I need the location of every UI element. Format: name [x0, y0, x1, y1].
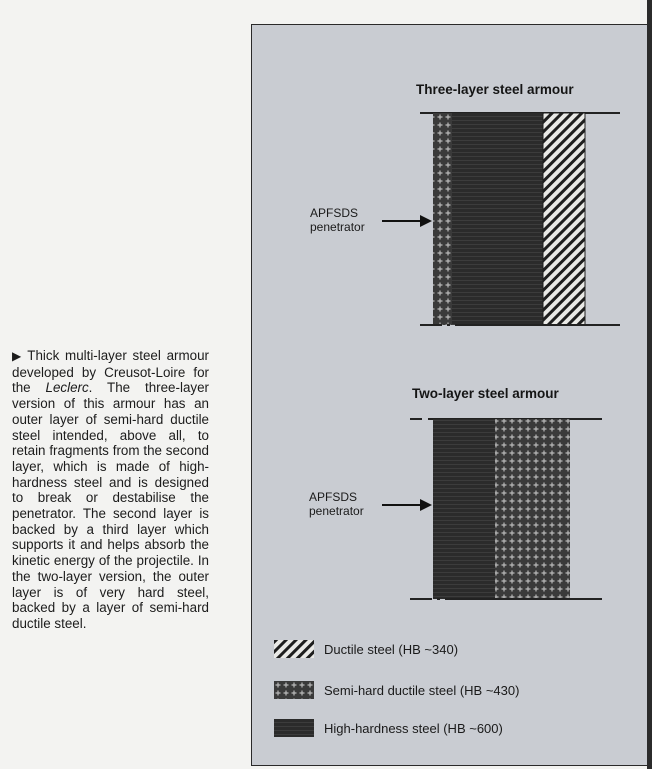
legend-item-semi-hard: [274, 679, 519, 701]
two-layer-title: Two-layer steel armour: [412, 386, 559, 401]
three-layer-penetrator-label: [310, 206, 365, 234]
three-layer-penetrator-line1: APFSDS: [310, 206, 359, 220]
caption-arrow-icon: ▶: [12, 349, 24, 363]
two-layer-penetrator-line2: penetrator: [309, 504, 364, 518]
page-edge-shadow: [647, 0, 652, 769]
armour-diagram-panel: [251, 24, 649, 766]
high-hardness-swatch-icon: [274, 719, 314, 737]
legend-label-high-hardness: High-hardness steel (HB ~600): [324, 720, 503, 736]
three-layer-armour-block: [420, 113, 620, 325]
semi-hard-swatch-icon: [274, 681, 314, 699]
two-layer-high-hardness-outer: [433, 419, 495, 599]
caption-text-start: Thick multi-layer steel armour developed by Creusot-Loire for the: [12, 348, 210, 396]
legend-item-high-hardness: [274, 717, 503, 739]
two-layer-armour-block: [410, 419, 602, 599]
three-layer-ductile-backing: [543, 113, 585, 325]
two-layer-penetrator-label: [309, 490, 364, 518]
three-layer-penetrator-arrow: [382, 215, 432, 227]
two-layer-penetrator-arrow: [382, 499, 432, 511]
legend-item-ductile: [274, 638, 458, 660]
legend-label-semi-hard: Semi-hard ductile steel (HB ~430): [324, 682, 520, 698]
ductile-swatch-icon: [274, 640, 314, 658]
caption-text-end: . The three-layer version of this armour has an outer layer of semi-hard ductile steel intended, above all, to retain fragments from the second layer, which is made of high-hardness steel and is designed to break or destabilise the penetrator. The second layer is backed by a third layer which supports it and helps absorb the kinetic energy of the projectile. In the two-layer version, the outer layer is of very hard steel, backed by a layer of semi-hard ductile steel.: [12, 380, 209, 631]
two-layer-penetrator-line1: APFSDS: [309, 490, 358, 504]
caption-italic-leclerc: Leclerc: [45, 380, 89, 396]
two-layer-semi-hard-backing: [495, 419, 570, 599]
three-layer-title: Three-layer steel armour: [416, 82, 574, 97]
three-layer-high-hardness-middle: [452, 113, 543, 325]
legend-label-ductile: Ductile steel (HB ~340): [324, 641, 459, 657]
three-layer-penetrator-line2: penetrator: [310, 220, 365, 234]
three-layer-semi-hard-outer: [433, 113, 452, 325]
figure-caption: [12, 348, 209, 632]
